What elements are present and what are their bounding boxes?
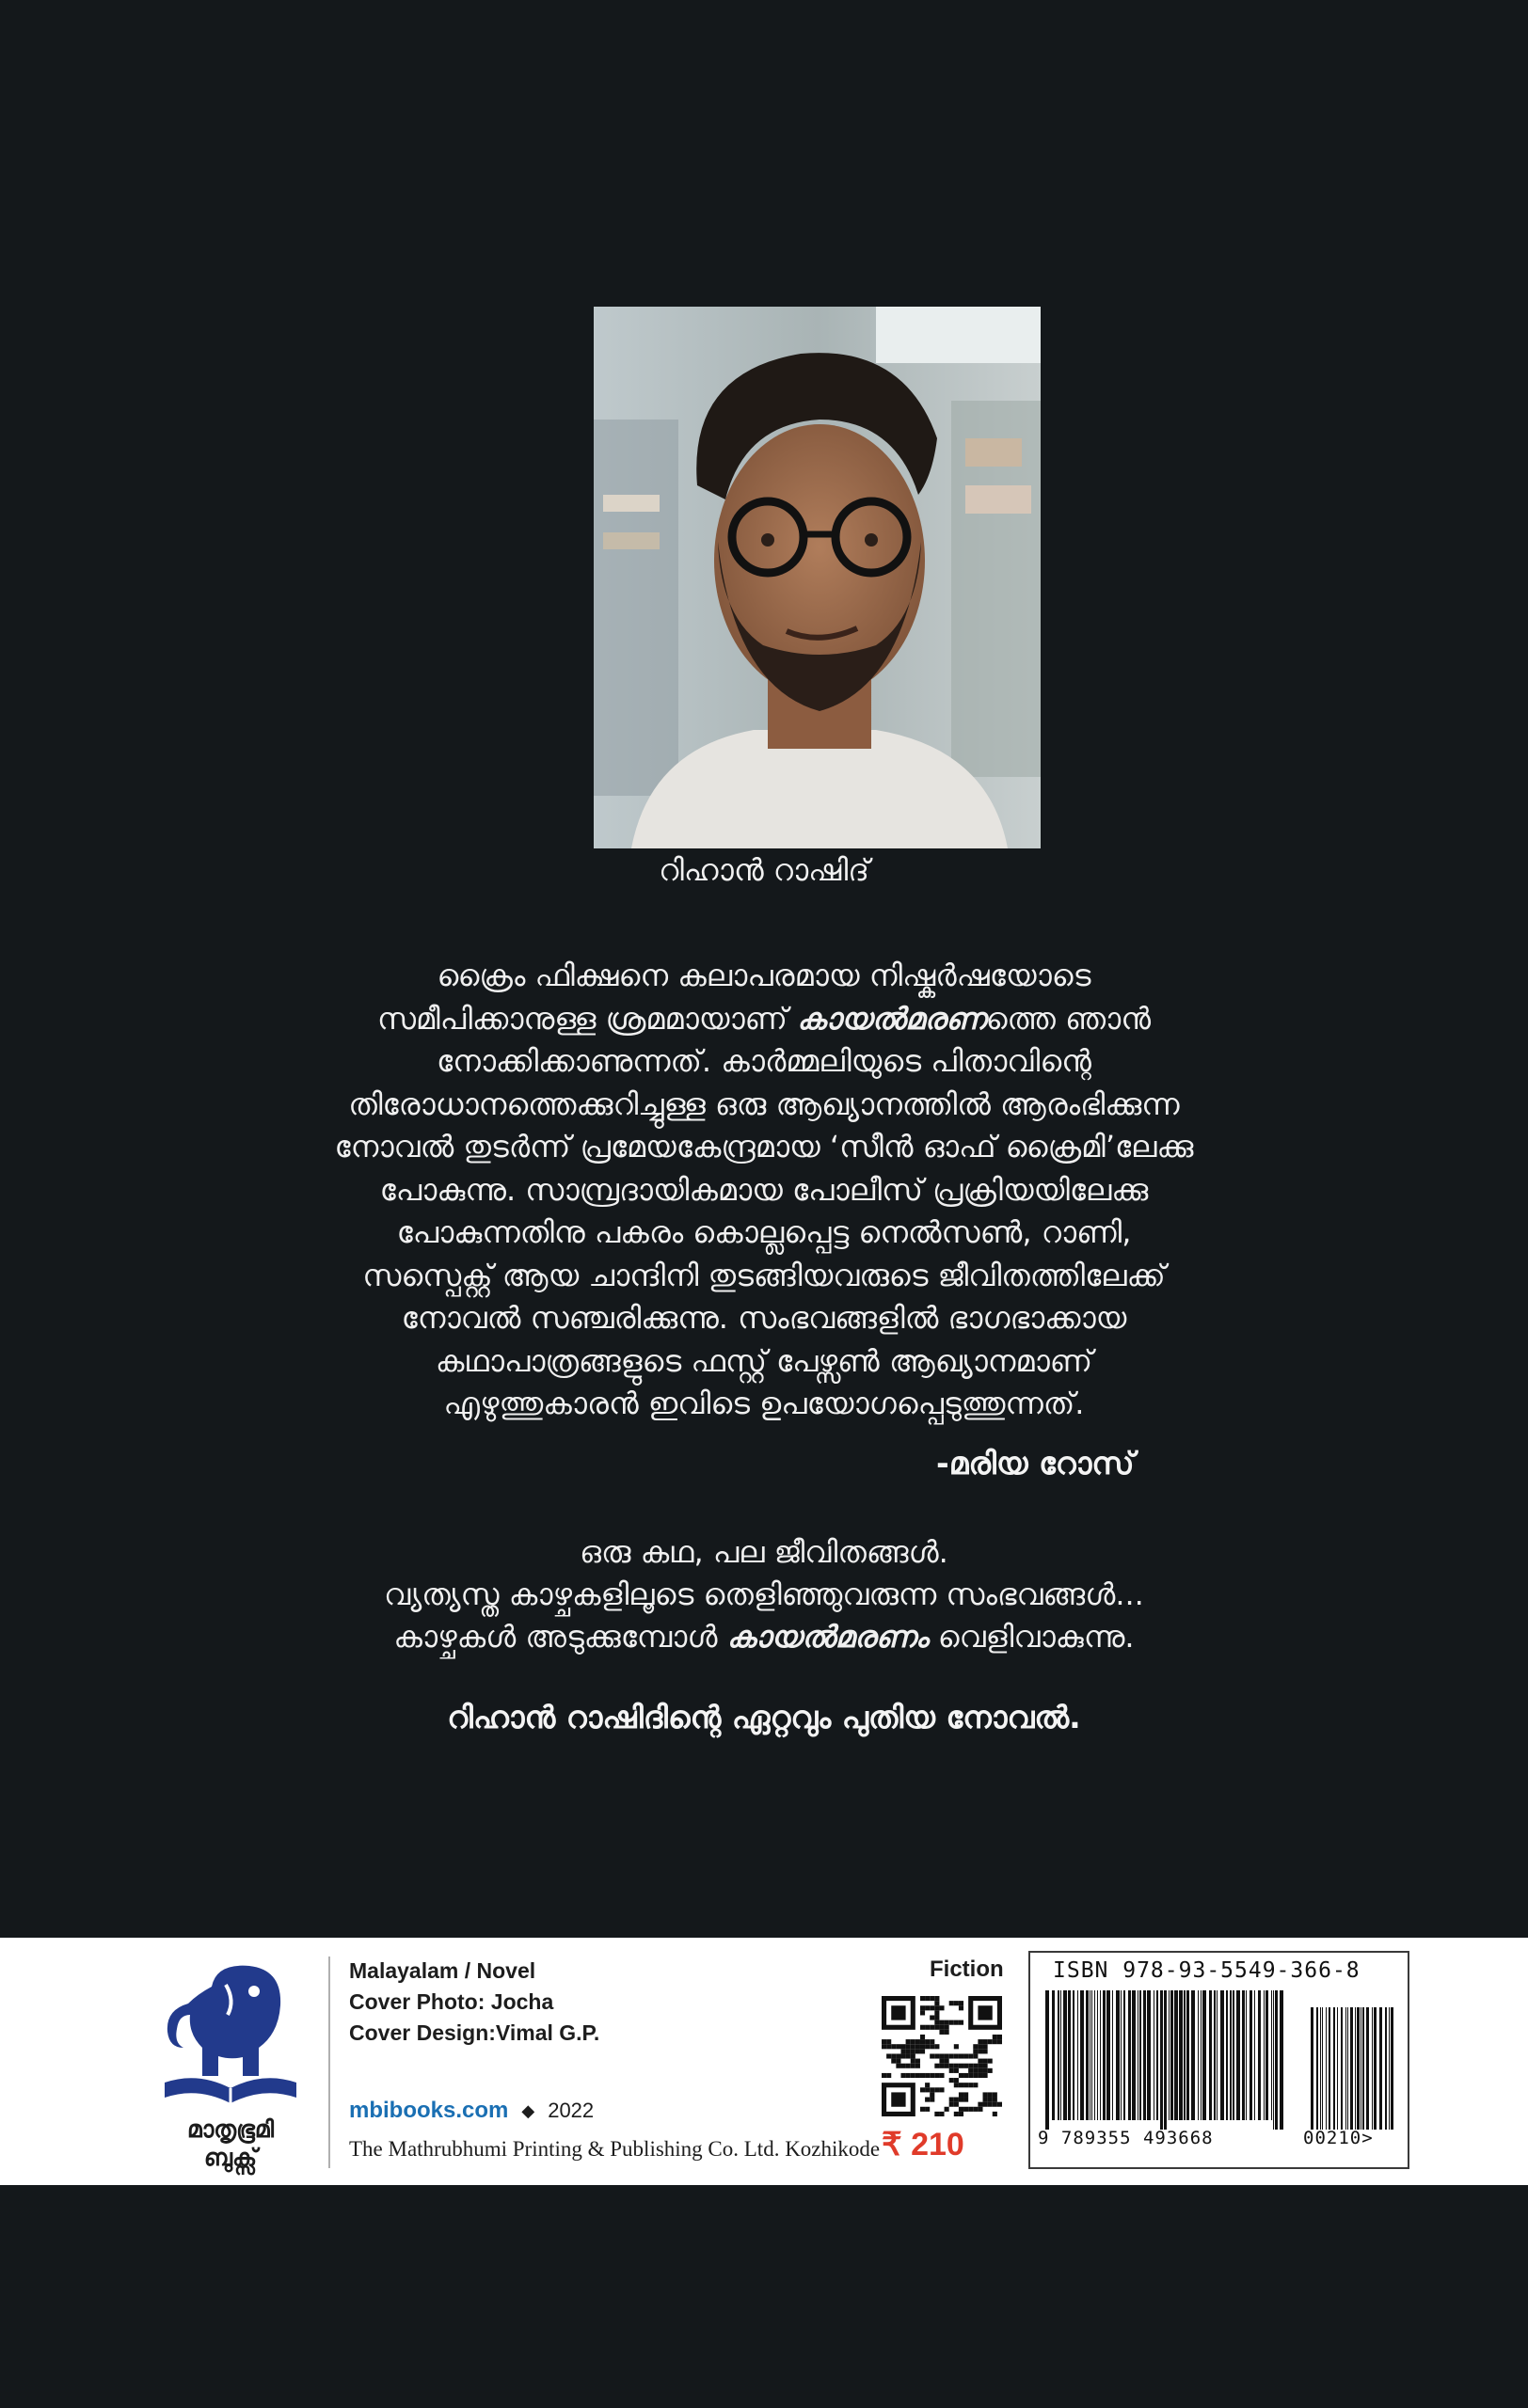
qr-code-icon	[882, 1996, 1002, 2116]
blurb-line: നോവൽ സഞ്ചരിക്കുന്നു. സംഭവങ്ങളിൽ ഭാഗഭാക്കായ	[401, 1300, 1127, 1336]
info-band	[0, 1938, 1528, 2185]
blurb-line: പോകുന്നു. സാമ്പ്രദായികമായ പോലീസ് പ്രക്രിയയിലേക്കു	[379, 1171, 1149, 1208]
tagline-line: വ്യത്യസ്ത കാഴ്ചകളിലൂടെ തെളിഞ്ഞുവരുന്ന സംഭവങ്ങൾ...	[384, 1576, 1144, 1612]
web-line	[349, 2098, 594, 2124]
genre-label: Fiction	[930, 1956, 1004, 1982]
isbn-number: ISBN 978-93-5549-366-8	[1053, 1958, 1361, 1983]
tagline-text: വെളിവാകുന്നു.	[928, 1619, 1135, 1655]
addon-digits: 00210>	[1303, 2128, 1374, 2148]
diamond-separator-icon: ◆	[521, 2100, 535, 2120]
tagline-line: ഒരു കഥ, പല ജീവിതങ്ങൾ.	[580, 1534, 948, 1570]
divider	[328, 1956, 330, 2168]
year: 2022	[548, 2099, 595, 2122]
ean-digits: 9 789355 493668	[1038, 2128, 1214, 2148]
tagline-text: കാഴ്ചകൾ അടുക്കുമ്പോൾ	[393, 1619, 727, 1655]
blurb-line	[282, 998, 1246, 1041]
price: ₹ 210	[882, 2127, 964, 2162]
blurb-line: നോവൽ തുടർന്ന് പ്രമേയകേന്ദ്രമായ ‘സീൻ ഓഫ് ക്രൈമി’ലേക്കു	[334, 1129, 1194, 1164]
author-photo	[594, 307, 1041, 848]
novel-title: കായൽമരണം	[726, 1619, 929, 1655]
credit-photo: Cover Photo: Jocha	[349, 1989, 554, 2014]
logo-text: മാതൃഭൂമി	[186, 2115, 275, 2143]
barcode-icon	[1045, 1990, 1398, 2130]
printer-line: The Mathrubhumi Printing & Publishing Co. Ltd. Kozhikode	[349, 2137, 881, 2161]
website-link[interactable]: mbibooks.com	[349, 2098, 509, 2123]
publisher-logo	[160, 1958, 301, 2170]
credit-design: Cover Design:Vimal G.P.	[349, 2020, 600, 2045]
blurb-text: സമീപിക്കാനുള്ള ശ്രമമായാണ്	[376, 1000, 798, 1037]
credits	[349, 1956, 599, 2049]
barcode-box	[1028, 1951, 1409, 2169]
blurb-line: നോക്കിക്കാണുന്നത്. കാർമ്മലിയുടെ പിതാവിന്റെ	[437, 1043, 1091, 1079]
closing-line: റിഹാൻ റാഷിദിന്റെ ഏറ്റവും പുതിയ നോവൽ.	[447, 1699, 1081, 1735]
tagline	[282, 1531, 1246, 1658]
credit-category: Malayalam / Novel	[349, 1958, 536, 1983]
blurb-line: തിരോധാനത്തെക്കുറിച്ചുള്ള ഒരു ആഖ്യാനത്തിൽ ആരംഭിക്കുന്ന	[348, 1085, 1180, 1122]
novel-title: കായൽമരണ	[797, 1000, 986, 1037]
blurb-line: പോകുന്നതിനു പകരം കൊല്ലപ്പെട്ട നെൽസൺ, റാണി,	[396, 1214, 1132, 1250]
blurb-line: കഥാപാത്രങ്ങളുടെ ഫസ്റ്റ് പേഴ്സൺ ആഖ്യാനമാണ്	[435, 1342, 1093, 1379]
tagline-line	[282, 1616, 1246, 1658]
blurb-line: സസ്പെക്റ്റ് ആയ ചാന്ദിനി തുടങ്ങിയവരുടെ ജീവിതത്തിലേക്ക്	[362, 1257, 1166, 1293]
blurb-text: ത്തെ ഞാൻ	[985, 1000, 1152, 1037]
blurb-signature: -മരിയ റോസ്	[936, 1445, 1135, 1481]
blurb	[282, 955, 1246, 1426]
blurb-line: എഴുത്തുകാരൻ ഇവിടെ ഉപയോഗപ്പെടുത്തുന്നത്.	[443, 1386, 1085, 1421]
blurb-line: ക്രൈം ഫിക്ഷനെ കലാപരമായ നിഷ്കർഷയോടെ	[437, 958, 1091, 993]
author-name-caption: റിഹാൻ റാഷിദ്	[659, 852, 869, 888]
elephant-book-icon	[160, 1958, 301, 2109]
logo-text: ബുക്സ്	[203, 2144, 258, 2171]
